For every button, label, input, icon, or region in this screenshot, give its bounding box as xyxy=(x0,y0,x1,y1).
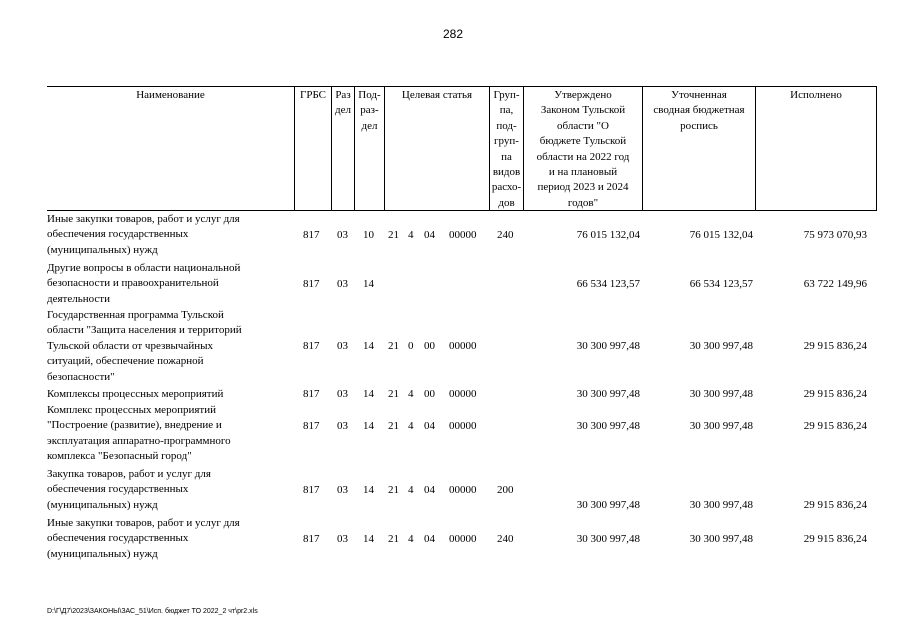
cell-approved: 30 300 997,48 xyxy=(576,499,640,512)
cell-approved: 66 534 123,57 xyxy=(576,277,640,290)
cell-approved: 30 300 997,48 xyxy=(576,532,640,545)
cell-refined: 30 300 997,48 xyxy=(689,340,753,353)
name-line: Комплексы процессных мероприятий xyxy=(47,388,224,400)
header-line: бюджете Тульской xyxy=(539,135,627,148)
cell-target-program: 21 xyxy=(388,228,399,241)
cell-target-direction: 00000 xyxy=(449,228,477,241)
cell-target-sub: 4 xyxy=(408,228,414,241)
cell-razdel: 03 xyxy=(337,419,348,432)
header-line: роспись xyxy=(680,119,718,132)
header-line: Груп- xyxy=(493,89,520,101)
name-line: Тульской области от чрезвычайных xyxy=(47,339,213,352)
cell-grbs: 817 xyxy=(303,228,320,241)
header-line: Наименование xyxy=(136,89,205,101)
cell-target-program: 21 xyxy=(388,340,399,353)
name-line: Закупка товаров, работ и услуг для xyxy=(47,468,211,480)
header-line: под- xyxy=(496,119,517,132)
cell-target-main: 00 xyxy=(424,388,435,400)
header-line: Раз xyxy=(335,89,351,101)
cell-refined: 66 534 123,57 xyxy=(689,277,753,290)
header-line: Утверждено xyxy=(554,89,612,101)
cell-approved: 76 015 132,04 xyxy=(576,228,640,241)
header-approved xyxy=(523,87,642,210)
cell-grbs: 817 xyxy=(303,483,320,496)
cell-refined: 30 300 997,48 xyxy=(689,388,753,400)
cell-grbs: 817 xyxy=(303,419,320,432)
file-path-footer: D:\Г\Д7\2023\ЗАКОНЫ\ЗАС_51\Исп. бюджет ТО 2022_2 чт\pr2.xls xyxy=(47,608,258,615)
cell-podrazdel: 14 xyxy=(363,483,374,496)
header-name xyxy=(47,87,294,210)
cell-name xyxy=(47,261,279,307)
cell-name xyxy=(47,403,279,465)
cell-target-main: 04 xyxy=(424,228,435,241)
header-line: видов xyxy=(492,165,521,178)
header-line: ГРБС xyxy=(299,89,327,101)
header-podrazdel xyxy=(354,87,384,210)
header-executed xyxy=(755,87,877,210)
header-line: па xyxy=(501,150,512,163)
cell-target-sub: 0 xyxy=(408,340,414,353)
cell-razdel: 03 xyxy=(337,483,348,496)
cell-refined: 30 300 997,48 xyxy=(689,499,753,512)
cell-grbs: 817 xyxy=(303,277,320,290)
cell-expense-group: 200 xyxy=(497,483,514,496)
header-razdel xyxy=(331,87,354,210)
name-line: Другие вопросы в области национальной xyxy=(47,262,241,274)
cell-name xyxy=(47,212,279,258)
name-line: Государственная программа Тульской xyxy=(47,309,224,321)
cell-target-sub: 4 xyxy=(408,483,414,496)
header-refined xyxy=(642,87,755,210)
cell-podrazdel: 14 xyxy=(363,532,374,545)
cell-target-main: 00 xyxy=(424,340,435,353)
header-line: области на 2022 год xyxy=(536,150,630,163)
header-line: Целевая статья xyxy=(401,89,473,101)
header-line: дов xyxy=(498,196,515,209)
cell-target-program: 21 xyxy=(388,532,399,545)
header-line: Законом Тульской xyxy=(540,104,626,117)
name-line: (муниципальных) нужд xyxy=(47,498,158,511)
header-line: дел xyxy=(361,119,378,132)
cell-expense-group: 240 xyxy=(497,228,514,241)
header-expense-group xyxy=(489,87,523,210)
cell-name xyxy=(47,308,279,385)
header-target-article xyxy=(384,87,489,210)
cell-approved: 30 300 997,48 xyxy=(576,419,640,432)
name-line: (муниципальных) нужд xyxy=(47,547,158,560)
name-line: комплекса "Безопасный город" xyxy=(47,450,192,463)
cell-target-main: 04 xyxy=(424,483,435,496)
cell-podrazdel: 10 xyxy=(363,228,374,241)
name-line: обеспечения государственных xyxy=(47,532,189,545)
cell-approved: 30 300 997,48 xyxy=(576,388,640,400)
name-line: деятельности xyxy=(47,292,110,305)
header-line: Исполнено xyxy=(790,89,842,101)
header-line: па, xyxy=(499,104,514,117)
header-line: Под- xyxy=(358,89,381,101)
cell-razdel: 03 xyxy=(337,228,348,241)
cell-grbs: 817 xyxy=(303,340,320,353)
header-line: и на плановый xyxy=(548,165,618,178)
header-line: области "О xyxy=(557,119,609,132)
cell-target-direction: 00000 xyxy=(449,340,477,353)
cell-name xyxy=(47,387,279,402)
cell-target-main: 04 xyxy=(424,419,435,432)
header-line: сводная бюджетная xyxy=(653,104,745,117)
cell-name xyxy=(47,516,279,562)
cell-target-program: 21 xyxy=(388,388,399,400)
cell-target-sub: 4 xyxy=(408,388,414,400)
cell-razdel: 03 xyxy=(337,388,348,400)
cell-name xyxy=(47,467,279,513)
page-number: 282 xyxy=(443,27,464,41)
header-grbs xyxy=(294,87,331,210)
cell-executed: 29 915 836,24 xyxy=(803,419,867,432)
name-line: обеспечения государственных xyxy=(47,228,189,241)
cell-target-direction: 00000 xyxy=(449,419,477,432)
name-line: ситуаций, обеспечение пожарной xyxy=(47,355,204,368)
cell-razdel: 03 xyxy=(337,277,348,290)
cell-refined: 30 300 997,48 xyxy=(689,419,753,432)
header-line: Уточненная xyxy=(671,89,727,101)
cell-podrazdel: 14 xyxy=(363,277,374,290)
name-line: безопасности" xyxy=(47,370,115,383)
cell-target-program: 21 xyxy=(388,419,399,432)
cell-target-sub: 4 xyxy=(408,419,414,432)
table-header xyxy=(47,86,877,211)
cell-executed: 75 973 070,93 xyxy=(803,228,867,241)
cell-approved: 30 300 997,48 xyxy=(576,340,640,353)
name-line: Иные закупки товаров, работ и услуг для xyxy=(47,517,240,529)
name-line: (муниципальных) нужд xyxy=(47,243,158,256)
cell-target-direction: 00000 xyxy=(449,483,477,496)
cell-refined: 76 015 132,04 xyxy=(689,228,753,241)
header-line: годов" xyxy=(567,196,599,209)
cell-podrazdel: 14 xyxy=(363,419,374,432)
cell-podrazdel: 14 xyxy=(363,340,374,353)
header-line: период 2023 и 2024 xyxy=(537,181,629,194)
cell-target-main: 04 xyxy=(424,532,435,545)
header-line: раз- xyxy=(360,104,379,117)
cell-executed: 29 915 836,24 xyxy=(803,532,867,545)
cell-target-program: 21 xyxy=(388,483,399,496)
cell-target-direction: 00000 xyxy=(449,532,477,545)
name-line: "Построение (развитие), внедрение и xyxy=(47,419,222,432)
name-line: области "Защита населения и территорий xyxy=(47,324,242,337)
header-line: груп- xyxy=(494,135,519,148)
cell-executed: 29 915 836,24 xyxy=(803,499,867,512)
name-line: Комплекс процессных мероприятий xyxy=(47,404,216,416)
cell-podrazdel: 14 xyxy=(363,388,374,400)
header-line: дел xyxy=(335,104,351,117)
cell-target-sub: 4 xyxy=(408,532,414,545)
cell-grbs: 817 xyxy=(303,388,320,400)
name-line: безопасности и правоохранительной xyxy=(47,277,219,290)
cell-expense-group: 240 xyxy=(497,532,514,545)
cell-grbs: 817 xyxy=(303,532,320,545)
cell-razdel: 03 xyxy=(337,532,348,545)
name-line: Иные закупки товаров, работ и услуг для xyxy=(47,213,240,225)
name-line: эксплуатация аппаратно-программного xyxy=(47,434,231,447)
cell-executed: 63 722 149,96 xyxy=(803,277,867,290)
header-line: расхо- xyxy=(491,181,522,194)
cell-razdel: 03 xyxy=(337,340,348,353)
name-line: обеспечения государственных xyxy=(47,483,189,496)
cell-target-direction: 00000 xyxy=(449,388,477,400)
cell-refined: 30 300 997,48 xyxy=(689,532,753,545)
cell-executed: 29 915 836,24 xyxy=(803,388,867,400)
cell-executed: 29 915 836,24 xyxy=(803,340,867,353)
